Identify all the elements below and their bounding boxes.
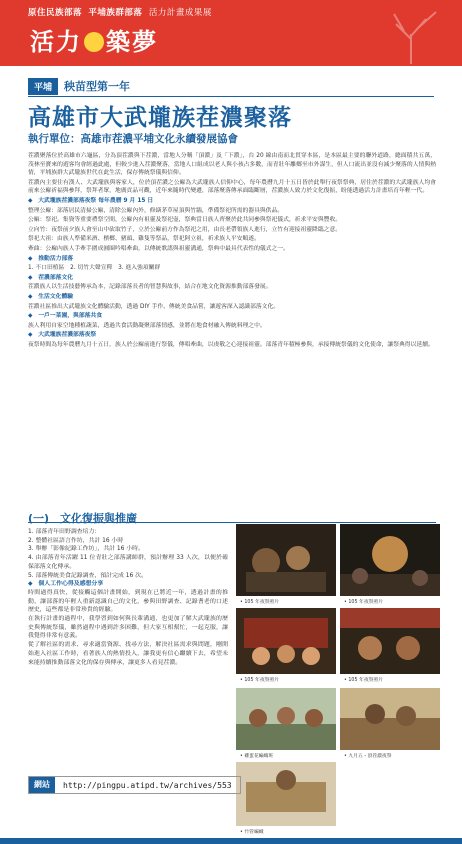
paragraph: 1. 不口田植區 2. 切竹大聲宣釋 3. 進入強項關群 bbox=[28, 265, 161, 272]
paragraph: 公廨：祭祀。集資等重要禮祭空間，公廨內有祖靈及祭祀壺，祭典當日族人齊聚於此共同參與祭祀儀式，祈求平安與豐收。 bbox=[28, 217, 342, 224]
photo-caption: • 105 年夜祭照片 bbox=[344, 678, 384, 683]
subheading: ◆ 個人工作心得及感想分享 bbox=[28, 581, 104, 588]
header-subtitle bbox=[28, 6, 212, 18]
paragraph: 茬濃聚落位於高雄市六龜區，分為頂茬濃與下茬濃，當地人分稱「頂濃」及「下濃」，台 20 線由南而北貫穿本區，是本區最主要的聯外道路，總面積共五萬，茂林至寶來的遊客均會經過此處，但較少進入茬濃聚落，當地人口組成以老人與小孩占多數，而青壯年離鄉至市外謀生，但人口流出並沒有減少聚落的人情與熱情，平埔族群大武壠族世代在此生活，保存傳統祭儀與信仰。 bbox=[28, 153, 436, 177]
photo-night-ritual-4 bbox=[340, 608, 440, 674]
results-list bbox=[28, 528, 228, 667]
photo-night-ritual-1 bbox=[236, 524, 336, 596]
subheading: ◆ 大武壠族茬濃部落夜祭 每年農曆 9 月 15 日 bbox=[28, 197, 154, 204]
section-title: (一) 文化復振與推廣 bbox=[28, 512, 138, 525]
bottom-rule bbox=[0, 838, 462, 844]
photo-weaving-class bbox=[236, 688, 336, 750]
executing-unit: 執行單位：高雄市茬濃平埔文化永續發展協會 bbox=[28, 133, 238, 145]
list-item: 5. 部落傳統美食記錄調查，預計完成 16 次。 bbox=[28, 572, 147, 579]
paragraph: 茬濃社區推出大武壠族文化體驗活動，透過 DIY 手作、傳統美食品嘗，讓遊客深入認識部落文化。 bbox=[28, 303, 280, 310]
website-label: 網站 bbox=[29, 777, 55, 793]
website-link[interactable]: http://pingpu.atipd.tw/archives/553 bbox=[63, 780, 232, 790]
header-subtitle-b: 平埔族群部落 bbox=[88, 8, 143, 18]
subheading: ◆ 茬濃部落文化 bbox=[28, 274, 74, 281]
subheading: ◆ 推動活力部落 bbox=[28, 255, 74, 262]
paragraph: 整理公廨：部落居民清掃公廨，清除公廨內外，修繕茅草屋頂與竹牆，準備祭祀所需的器具與供品。 bbox=[28, 207, 284, 214]
website-box bbox=[28, 776, 241, 794]
paragraph: 茬濃內主要住有漢人、大武壠族與客家人，位於頂茬濃之公廨為大武壠族人信仰中心，每年農曆九月十五日皆於此舉行夜祭祭典，居住於茬濃的大武壠族人均會前來公廨祈福與參拜，祭拜者眾，地廣貢品可觀，近年來隨時代變遷，部落聚落傳承面臨斷層，茬濃族人致力於文化復振，盼能透過活力計畫培育年輕一代。 bbox=[28, 179, 436, 195]
photo-caption: • 105 年夜祭照片 bbox=[240, 678, 280, 683]
logo-mark-icon bbox=[84, 32, 104, 52]
subheading: ◆ 大武壠族茬濃部落夜祭 bbox=[28, 332, 97, 339]
paragraph: 祭祀大祖：由族人準備米酒、檳榔、豬頭、雞隻等祭品，祭祀阿立祖，祈求族人平安順遂。 bbox=[28, 236, 260, 243]
page-title: 高雄市大武壠族茬濃聚落 bbox=[28, 105, 292, 131]
photo-caption: • 105 年夜祭照片 bbox=[240, 600, 280, 605]
header-banner bbox=[0, 0, 462, 66]
paragraph: 在執行計畫的過程中，我學習到如何與長輩溝通，也更加了解大武壠族的歷史與傳統祭儀，雖然過程中遇到許多困難，但大家互相幫忙，一起克服，讓我覺得非常有意義。 bbox=[28, 616, 228, 640]
article-body bbox=[28, 152, 436, 350]
list-item: 2. 整體社區語言作坊，共計 16 小時 bbox=[28, 537, 124, 544]
paragraph: 牽曲：公廨內族人手牽手圍成圓圈吟唱牽曲，以傳統歌謠與祖靈溝通，祭典中最具代表性的儀式之一。 bbox=[28, 245, 289, 252]
list-item: 1. 部落青年田野調查培力： bbox=[28, 529, 101, 535]
logo bbox=[30, 22, 158, 57]
logo-text-a: 活力 bbox=[30, 27, 82, 56]
photo-caption: • 九月五・頂茬濃夜祭 bbox=[344, 754, 392, 759]
photo-caption: • 雞蛋花編織班 bbox=[240, 754, 274, 759]
series-tag: 平埔 bbox=[28, 78, 58, 95]
list-item: 3. 舉辦「影像紀錄工作坊」，共計 16 小時。 bbox=[28, 546, 144, 553]
paragraph: 從了解社區的需求、尋求適當資源、找尋方法，解決社區需求與問題，剛開始進入社區工作時，看著族人的熱情投入，讓我更有信心繼續下去，希望未來能持續推動部落文化的保存與傳承，讓更多人看見茬濃。 bbox=[28, 642, 228, 666]
tree-decoration-icon bbox=[366, 4, 456, 64]
paragraph: 茬濃族人以生活技藝傳承為本，記錄部落長者的智慧與故事，結合在地文化資源推動部落發展。 bbox=[28, 284, 272, 291]
series-label bbox=[28, 78, 130, 94]
photo-night-ritual-2 bbox=[340, 524, 440, 596]
photo-evening-festival bbox=[340, 688, 440, 750]
paragraph: 立向竹：夜祭前夕族人會至山中砍取竹子，立於公廨前方作為祭祀之用，由長老帶領族人進行，立竹有迎接祖靈降臨之意。 bbox=[28, 226, 342, 233]
series-divider bbox=[28, 96, 434, 97]
subheading: ◆ 生活文化體驗 bbox=[28, 293, 74, 300]
header-subtitle-a: 原住民族部落 bbox=[28, 8, 83, 18]
photo-bamboo-craft bbox=[236, 762, 336, 826]
photo-caption: • 105 年夜祭照片 bbox=[344, 600, 384, 605]
logo-text-b: 築夢 bbox=[106, 27, 158, 56]
header-subtitle-c: 活力計畫成果展 bbox=[148, 8, 212, 18]
list-item: 4. 由部落青年活躍 11 位青壯之部落講師群，預計辦理 33 人次，以便於確保部落文化傳承。 bbox=[28, 555, 228, 570]
paragraph: 時間過得真快，從接觸這個計畫開始，到現在已將近一年，透過計畫的推動，讓部落的年輕人重新認識自己的文化，參與田野調查、記錄耆老的口述歷史，這些都是非常珍貴的經驗。 bbox=[28, 589, 228, 614]
photo-caption: • 竹管編織 bbox=[240, 830, 264, 835]
series-text: 秧苗型第一年 bbox=[64, 80, 131, 93]
paragraph: 夜祭時間為每年農曆九月十五日，族人於公廨前進行祭儀，傳唱牽曲，以虔敬之心迎接祖靈。部落青年積極參與，承接傳統祭儀的文化使命，讓祭典得以延續。 bbox=[28, 341, 434, 348]
subheading: ◆ 一戶一菜園，與部落共食 bbox=[28, 313, 103, 320]
paragraph: 族人利用自家空地種植蔬菜，透過共食活動凝聚部落情感，並將在地食材融入傳統料理之中。 bbox=[28, 322, 266, 329]
section-heading bbox=[28, 507, 436, 523]
photo-night-ritual-3 bbox=[236, 608, 336, 674]
